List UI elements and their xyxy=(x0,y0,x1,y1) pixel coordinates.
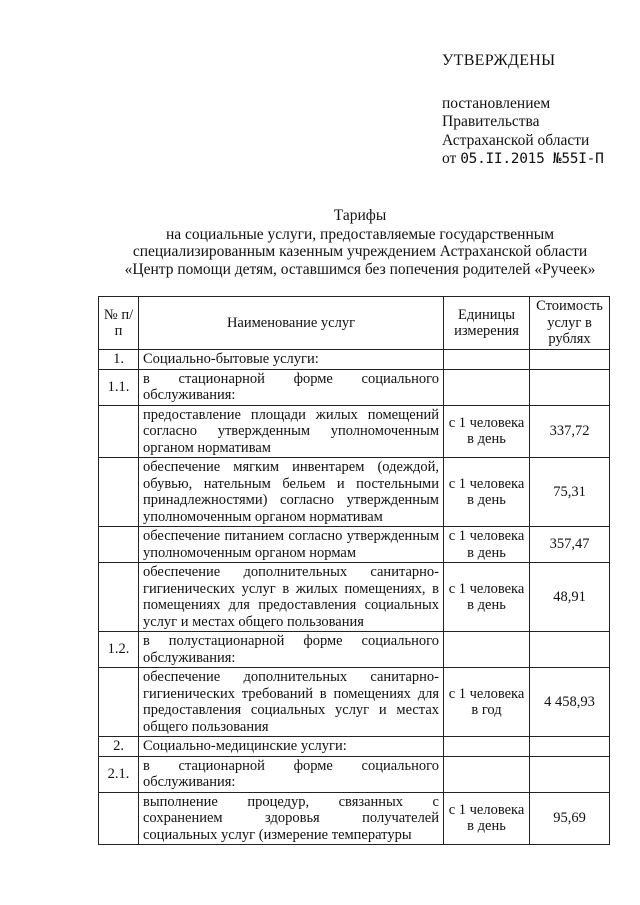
date-value: 05.II.2015 №55I-П xyxy=(460,151,604,167)
table-row xyxy=(99,756,610,792)
title-line: «Центр помощи детям, оставшимся без попечения родителей «Ручеек» xyxy=(124,260,596,278)
tariffs-table xyxy=(98,296,610,845)
date-prefix: от xyxy=(442,150,457,167)
row-unit xyxy=(444,350,530,370)
title-line: специализированным казенным учреждением Астраханской области xyxy=(132,243,588,260)
row-unit xyxy=(444,756,530,792)
row-name: предоставление площади жилых помещений согласно утвержденным уполномоченным органом нормативам xyxy=(139,405,444,458)
row-num xyxy=(99,668,139,737)
row-unit: с 1 человека в день xyxy=(444,792,530,845)
approval-line: постановлением xyxy=(442,94,551,112)
row-cost xyxy=(530,737,610,757)
row-cost xyxy=(530,756,610,792)
row-name: Социально-бытовые услуги: xyxy=(139,350,444,370)
row-cost: 75,31 xyxy=(530,458,610,527)
row-num xyxy=(99,792,139,845)
header-num: № п/п xyxy=(99,297,139,350)
row-num: 2.1. xyxy=(99,756,139,792)
row-cost xyxy=(530,632,610,668)
row-unit: с 1 человека в день xyxy=(444,563,530,632)
table-row xyxy=(99,563,610,632)
row-unit: с 1 человека в день xyxy=(444,458,530,527)
row-name: в полустационарной форме социального обслуживания: xyxy=(139,632,444,668)
row-unit xyxy=(444,737,530,757)
row-name: обеспечение мягким инвентарем (одеждой, обувью, нательным бельем и постельными принадлежностями) согласно утвержденным уполномоченным органом нормативам xyxy=(139,458,444,527)
row-unit xyxy=(444,369,530,405)
header-name: Наименование услуг xyxy=(139,297,444,350)
row-num: 1.1. xyxy=(99,369,139,405)
approval-line: Астраханской области xyxy=(442,131,590,149)
table-row xyxy=(99,632,610,668)
row-name: в стационарной форме социального обслуживания: xyxy=(139,369,444,405)
table-header-row xyxy=(99,297,610,350)
row-cost: 357,47 xyxy=(530,527,610,563)
row-num xyxy=(99,458,139,527)
title-line: на социальные услуги, предоставляемые государственным xyxy=(165,225,554,243)
header-unit: Единицы измерения xyxy=(444,297,530,350)
table-row xyxy=(99,668,610,737)
row-num xyxy=(99,563,139,632)
table-row xyxy=(99,737,610,757)
row-name: в стационарной форме социального обслуживания: xyxy=(139,756,444,792)
table-row xyxy=(99,458,610,527)
table-row xyxy=(99,350,610,370)
row-unit: с 1 человека в год xyxy=(444,668,530,737)
document-title xyxy=(110,207,610,278)
table-row xyxy=(99,527,610,563)
row-name: выполнение процедур, связанных с сохранением здоровья получателей социальных услуг (измерение температуры xyxy=(139,792,444,845)
row-name: обеспечение дополнительных санитарно-гигиенических услуг в жилых помещениях, в помещениях для предоставления социальных услуг и местах общего пользования xyxy=(139,563,444,632)
header-cost: Стоимость услуг в рублях xyxy=(530,297,610,350)
row-name: Социально-медицинские услуги: xyxy=(139,737,444,757)
row-cost: 4 458,93 xyxy=(530,668,610,737)
row-cost: 95,69 xyxy=(530,792,610,845)
row-unit: с 1 человека в день xyxy=(444,405,530,458)
row-num: 1.2. xyxy=(99,632,139,668)
row-name: обеспечение дополнительных санитарно-гигиенических требований в помещениях для предоставления социальных услуг и местах общего пользования xyxy=(139,668,444,737)
row-num: 1. xyxy=(99,350,139,370)
title-heading: Тарифы xyxy=(333,207,387,224)
approval-line: Правительства xyxy=(442,113,540,130)
row-name: обеспечение питанием согласно утвержденным уполномоченным органом нормам xyxy=(139,527,444,563)
row-unit: с 1 человека в день xyxy=(444,527,530,563)
table-row xyxy=(99,369,610,405)
table-row xyxy=(99,405,610,458)
approval-date xyxy=(442,150,632,169)
approval-heading: УТВЕРЖДЕНЫ xyxy=(442,52,556,69)
table-row xyxy=(99,792,610,845)
row-cost xyxy=(530,350,610,370)
row-num xyxy=(99,405,139,458)
row-cost: 48,91 xyxy=(530,563,610,632)
row-cost xyxy=(530,369,610,405)
approval-block xyxy=(442,52,632,169)
row-num: 2. xyxy=(99,737,139,757)
row-unit xyxy=(444,632,530,668)
row-num xyxy=(99,527,139,563)
row-cost: 337,72 xyxy=(530,405,610,458)
